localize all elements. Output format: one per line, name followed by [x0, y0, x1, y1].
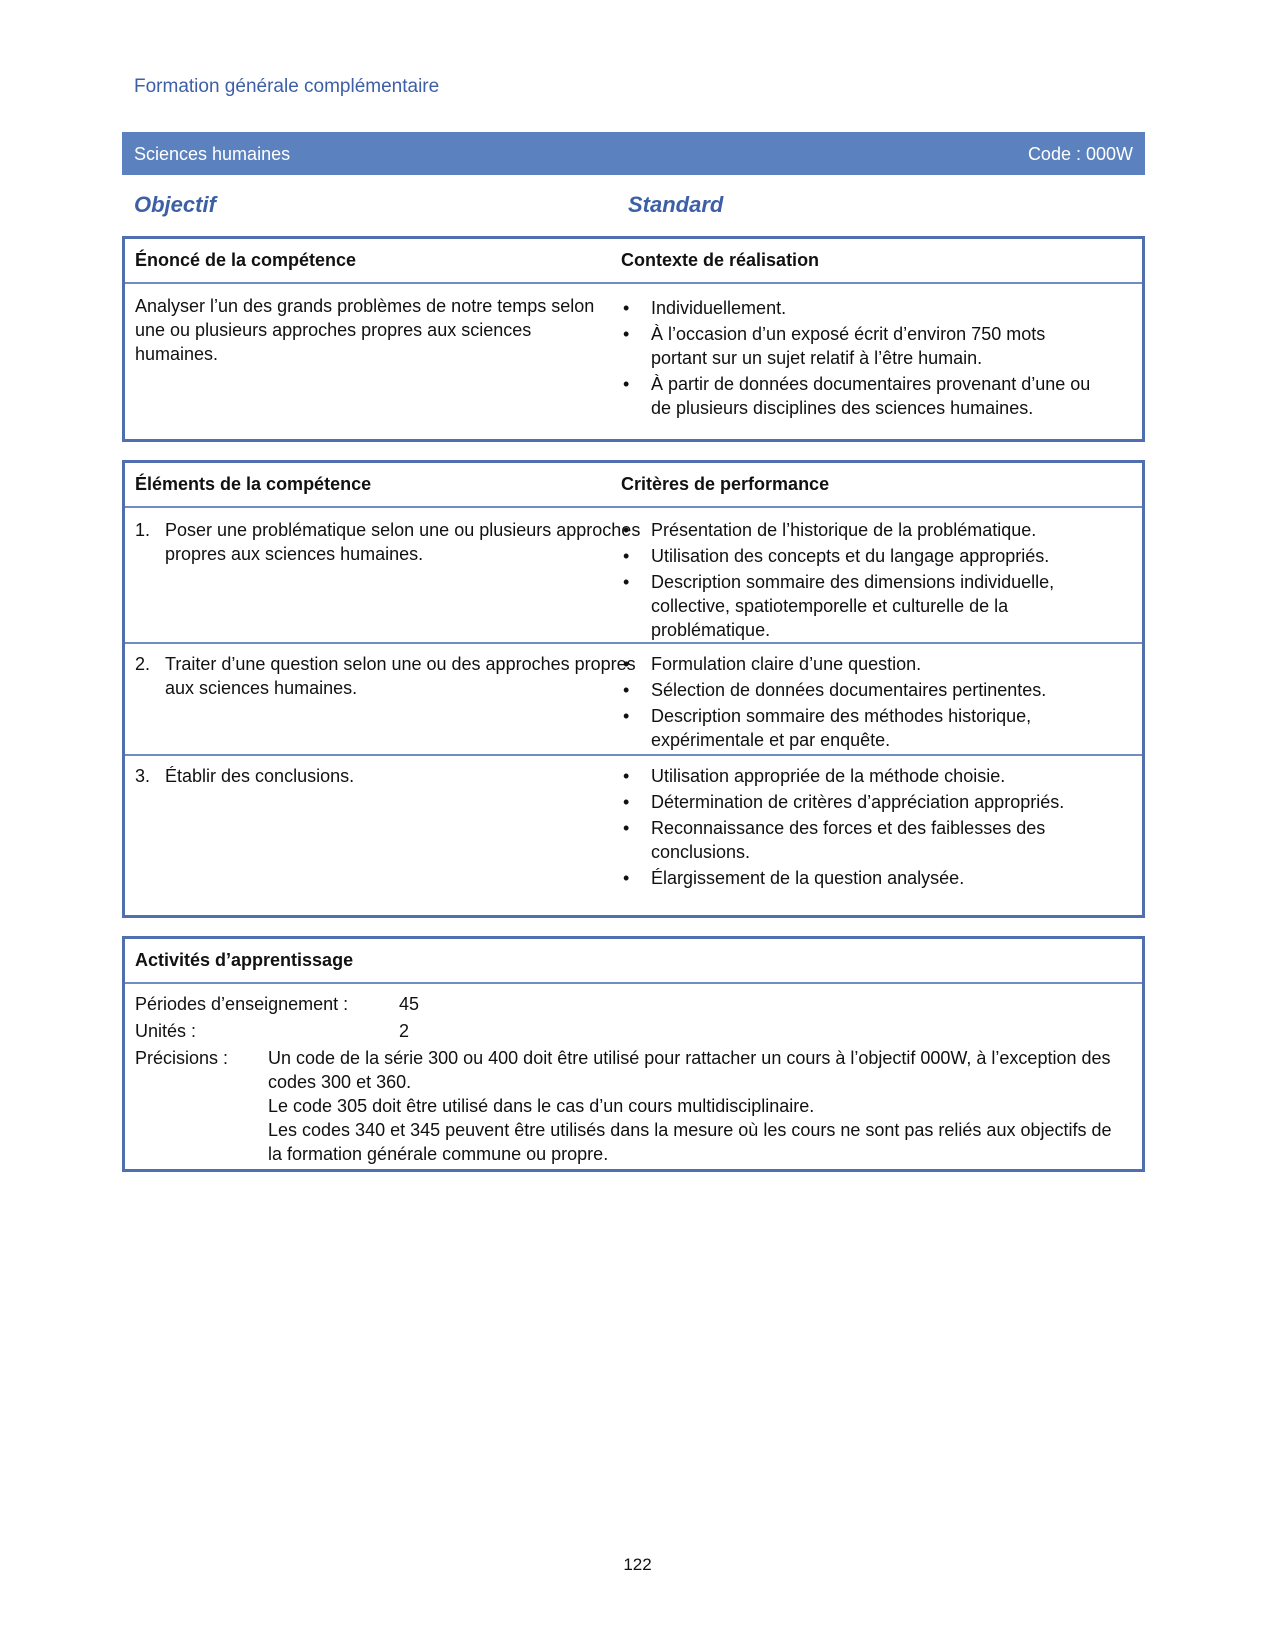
competence-statement: Analyser l’un des grands problèmes de notre temps selon une ou plusieurs approches propres aux sciences humaines.: [135, 296, 595, 364]
criteria-item: • Élargissement de la question analysée.: [621, 866, 1106, 890]
criteria-list: [621, 764, 1106, 892]
element-text: [135, 518, 645, 566]
criteria-list: [621, 518, 1106, 644]
objective-heading: Objectif: [134, 192, 216, 217]
element-label: Traiter d’une question selon une ou des approches propres aux sciences humaines.: [165, 654, 636, 698]
activities-box-header: [125, 939, 1142, 984]
element-row-2: [125, 644, 1142, 756]
periods-label: Périodes d’enseignement :: [135, 994, 349, 1014]
page-number: 122: [623, 1555, 652, 1574]
element-number: 2.: [135, 654, 151, 674]
precisions-text: [268, 1046, 1128, 1166]
element-row-1: [125, 508, 1142, 644]
criteria-heading: Critères de performance: [621, 474, 830, 494]
criteria-item: • Description sommaire des dimensions individuelle, collective, spatiotemporelle et culturelle de la problématique.: [621, 570, 1106, 642]
criteria-item: • Sélection de données documentaires pertinentes.: [621, 678, 1106, 702]
competence-box: [122, 236, 1145, 442]
context-item: • À partir de données documentaires provenant d’une ou de plusieurs disciplines des sciences humaines.: [621, 372, 1106, 420]
course-code: Code : 000W: [1027, 144, 1133, 164]
context-item: • À l’occasion d’un exposé écrit d’environ 750 mots portant sur un sujet relatif à l’être humain.: [621, 322, 1106, 370]
precision-paragraph: Les codes 340 et 345 peuvent être utilisés dans la mesure où les cours ne sont pas reliés aux objectifs de la formation générale commune ou propre.: [268, 1120, 1112, 1164]
element-row-3: [125, 756, 1142, 916]
criteria-item: • Formulation claire d’une question.: [621, 652, 1106, 676]
element-text: [135, 764, 645, 788]
discipline-title: Sciences humaines: [134, 144, 291, 164]
periods-value: 45: [399, 994, 420, 1014]
units-line: [135, 1019, 1132, 1046]
periods-line: [135, 992, 1132, 1019]
standard-heading: Standard: [628, 192, 724, 217]
units-value: 2: [399, 1021, 410, 1041]
elements-box-header: [125, 463, 1142, 508]
element-number: 1.: [135, 520, 151, 540]
title-bar: [122, 132, 1145, 175]
elements-box: [122, 460, 1145, 918]
competence-row: [125, 284, 1142, 439]
precisions-label: Précisions :: [135, 1048, 229, 1068]
precision-paragraph: Un code de la série 300 ou 400 doit être utilisé pour rattacher un cours à l’objectif 000W, à l’exception des codes 300 et 360.: [268, 1048, 1111, 1092]
element-text: [135, 652, 645, 700]
criteria-item: • Détermination de critères d’appréciation appropriés.: [621, 790, 1106, 814]
criteria-item: • Reconnaissance des forces et des faiblesses des conclusions.: [621, 816, 1106, 864]
units-label: Unités :: [135, 1021, 197, 1041]
criteria-list: [621, 652, 1106, 754]
criteria-item: • Utilisation appropriée de la méthode choisie.: [621, 764, 1106, 788]
context-list: [621, 296, 1106, 422]
criteria-item: • Utilisation des concepts et du langage appropriés.: [621, 544, 1106, 568]
statement-heading: Énoncé de la compétence: [135, 250, 357, 270]
criteria-item: • Présentation de l’historique de la problématique.: [621, 518, 1106, 542]
element-label: Poser une problématique selon une ou plusieurs approches propres aux sciences humaines.: [165, 520, 641, 564]
activities-box: [122, 936, 1145, 1172]
criteria-item: • Description sommaire des méthodes historique, expérimentale et par enquête.: [621, 704, 1106, 752]
context-heading: Contexte de réalisation: [621, 250, 820, 270]
element-number: 3.: [135, 766, 151, 786]
activities-body: [125, 984, 1142, 1174]
competence-box-header: [125, 239, 1142, 284]
context-item: • Individuellement.: [621, 296, 1106, 320]
precision-paragraph: Le code 305 doit être utilisé dans le cas d’un cours multidisciplinaire.: [268, 1096, 815, 1116]
element-label: Établir des conclusions.: [165, 766, 355, 786]
section-header: Formation générale complémentaire: [134, 76, 440, 97]
activities-heading: Activités d’apprentissage: [135, 950, 354, 970]
precisions-block: [135, 1046, 1132, 1166]
elements-heading: Éléments de la compétence: [135, 474, 372, 494]
